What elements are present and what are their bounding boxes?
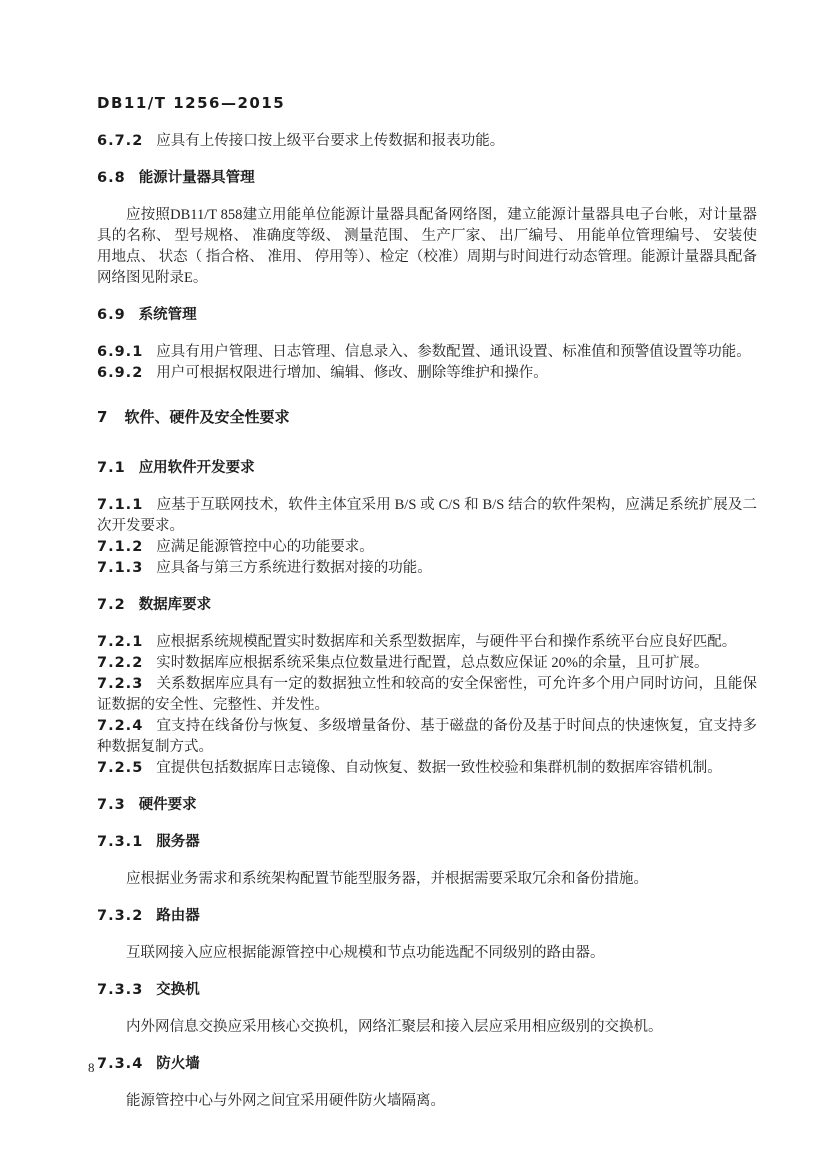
clause-number: 6.9 [97, 307, 126, 323]
clause-7.2.1 [97, 632, 757, 653]
clause-text: 路由器 [156, 908, 200, 924]
clause-text: 能源计量器具管理 [138, 170, 255, 186]
clause-7.1.2 [97, 537, 757, 558]
clause-7.2.2 [97, 653, 757, 674]
clause-text: 应满足能源管控中心的功能要求。 [156, 539, 374, 555]
clause-text: 应具有上传接口按上级平台要求上传数据和报表功能。 [156, 133, 505, 149]
clause-text: 交换机 [156, 982, 200, 998]
clause-number: 7.1 [97, 460, 126, 476]
document-body [97, 131, 757, 1126]
clause-number: 6.9.2 [97, 365, 144, 381]
para-23: 内外网信息交换应采用核心交换机，网络汇聚层和接入层应采用相应级别的交换机。 [126, 1019, 663, 1035]
heading-7.3 [97, 795, 757, 816]
clause-text: 实时数据库应根据系统采集点位数量进行配置，总点数应保证 20%的余量，且可扩展。 [156, 655, 709, 671]
clause-6.9.2 [97, 363, 757, 384]
clause-text: 应根据系统规模配置实时数据库和关系型数据库，与硬件平台和操作系统平台应良好匹配。 [156, 634, 737, 650]
para-21: 互联网接入应应根据能源管控中心规模和节点功能选配不同级别的路由器。 [126, 945, 605, 961]
clause-number: 7.2.2 [97, 655, 144, 671]
clause-number: 7.2 [97, 597, 126, 613]
page-number: 8 [88, 1060, 95, 1075]
clause-text: 服务器 [156, 834, 200, 850]
clause-number: 7.3.4 [97, 1056, 144, 1072]
heading-7.3.4 [97, 1054, 757, 1075]
clause-7.1.1 [97, 495, 757, 537]
clause-number: 7.1.1 [97, 497, 144, 513]
clause-number: 7.1.3 [97, 560, 144, 576]
para-2: 应按照DB11/T 858建立用能单位能源计量器具配备网络图，建立能源计量器具电子台帐，对计量器具的名称、 型号规格、 准确度等级、 测量范围、 生产厂家、 出厂编号、 用能单位管理编号、 安装使用地点、 状态（ 指合格、 准用、 停用等）、检定（校准）周期与时间进行动态管理。能源计量器具配备网络图见附录E。 [97, 207, 757, 286]
clause-number: 6.8 [97, 170, 126, 186]
heading-7.1 [97, 458, 757, 479]
clause-text: 用户可根据权限进行增加、编辑、修改、删除等维护和操作。 [156, 365, 548, 381]
para-25: 能源管控中心与外网之间宜采用硬件防火墙隔离。 [126, 1093, 445, 1109]
clause-number: 6.9.1 [97, 344, 144, 360]
clause-text: 防火墙 [156, 1056, 200, 1072]
clause-text: 应用软件开发要求 [138, 460, 255, 476]
clause-7.2.4 [97, 716, 757, 758]
heading-6.8 [97, 168, 757, 189]
clause-text: 宜提供包括数据库日志镜像、自动恢复、数据一致性校验和集群机制的数据库容错机制。 [156, 760, 722, 776]
clause-text: 关系数据库应具有一定的数据独立性和较高的安全保密性，可允许多个用户同时访问，且能保证数据的安全性、完整性、并发性。 [97, 676, 757, 713]
clause-text: 系统管理 [138, 307, 197, 323]
heading-7.3.2 [97, 906, 757, 927]
clause-text: 宜支持在线备份与恢复、多级增量备份、基于磁盘的备份及基于时间点的快速恢复，宜支持多种数据复制方式。 [97, 718, 757, 755]
clause-number: 7.2.3 [97, 676, 144, 692]
clause-number: 7.2.5 [97, 760, 144, 776]
clause-text: 应具有用户管理、日志管理、信息录入、参数配置、通讯设置、标准值和预警值设置等功能。 [156, 344, 751, 360]
heading-7.2 [97, 595, 757, 616]
clause-number: 6.7.2 [97, 133, 144, 149]
heading-7.3.1 [97, 832, 757, 853]
clause-text: 数据库要求 [138, 597, 212, 613]
clause-number: 7.3.1 [97, 834, 144, 850]
clause-7.2.5 [97, 758, 757, 779]
heading-7.3.3 [97, 980, 757, 1001]
clause-number: 7.2.1 [97, 634, 144, 650]
clause-text: 硬件要求 [138, 797, 197, 813]
heading-6.9 [97, 305, 757, 326]
clause-7.2.3 [97, 674, 757, 716]
clause-6.7.2 [97, 131, 757, 152]
document-standard-number: DB11/T 1256—2015 [97, 94, 286, 112]
clause-number: 7.1.2 [97, 539, 144, 555]
clause-text: 应具备与第三方系统进行数据对接的功能。 [156, 560, 432, 576]
clause-number: 7.3.2 [97, 908, 144, 924]
clause-number: 7.3 [97, 797, 126, 813]
clause-number: 7.2.4 [97, 718, 144, 734]
para-19: 应根据业务需求和系统架构配置节能型服务器，并根据需要采取冗余和备份措施。 [126, 871, 648, 887]
clause-text: 应基于互联网技术，软件主体宜采用 B/S 或 C/S 和 B/S 结合的软件架构，应满足系统扩展及二次开发要求。 [97, 497, 757, 534]
clause-number: 7 [97, 408, 109, 426]
clause-7.1.3 [97, 558, 757, 579]
clause-number: 7.3.3 [97, 982, 144, 998]
clause-text: 软件、硬件及安全性要求 [124, 408, 290, 426]
chapter-7 [97, 407, 757, 428]
clause-6.9.1 [97, 342, 757, 363]
